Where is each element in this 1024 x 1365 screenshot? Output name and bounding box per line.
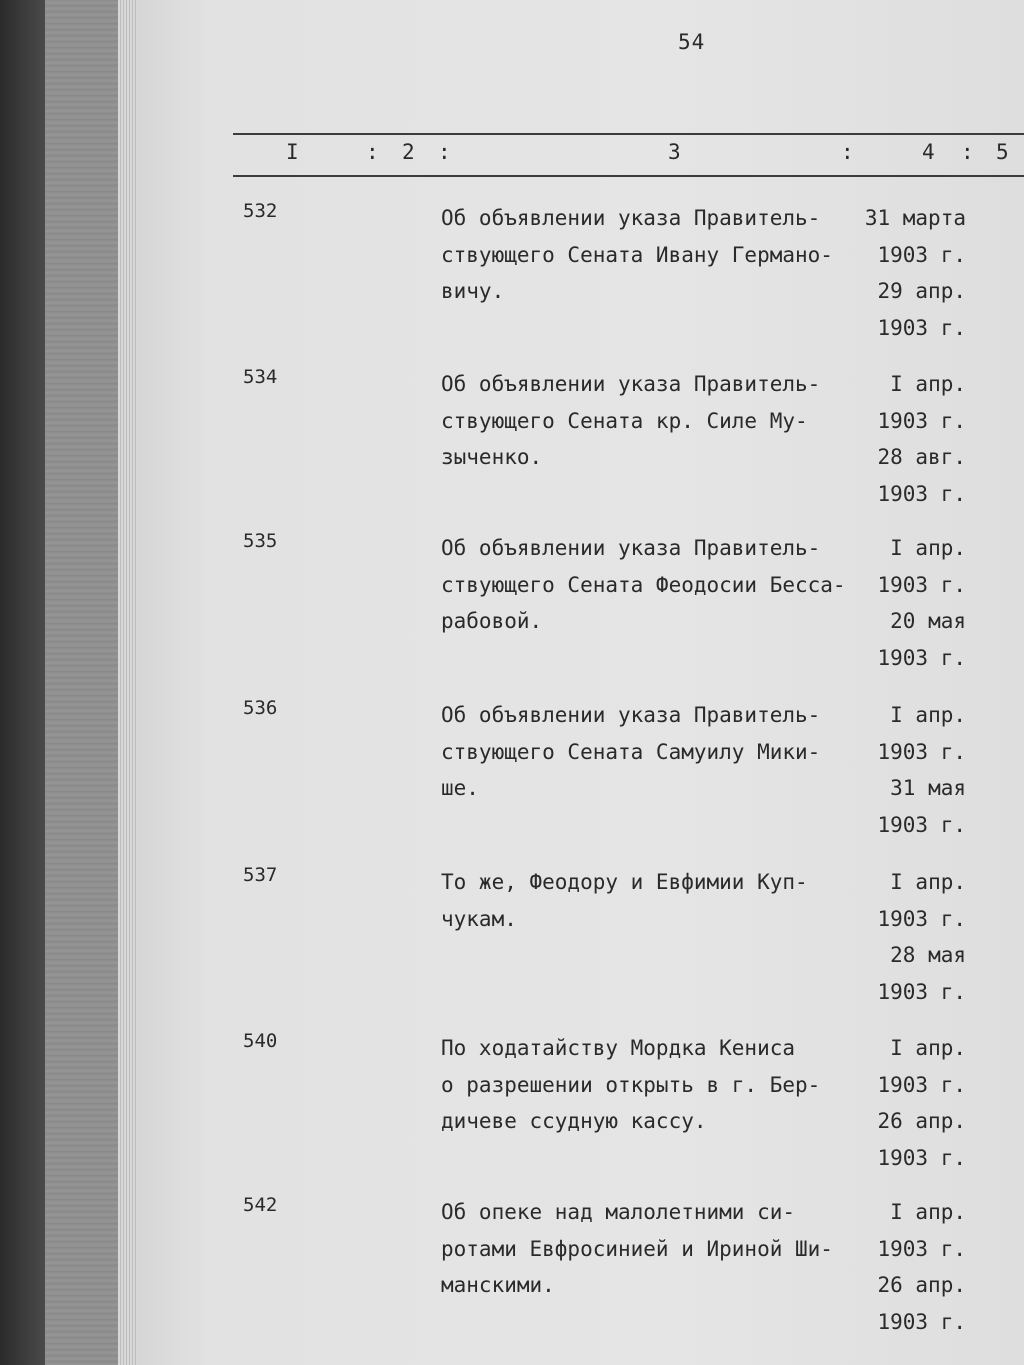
register-entry [138,1030,1024,1200]
entry-number: 542 [243,1194,278,1216]
date-line: 1903 г. [877,812,966,837]
desk-background [0,0,45,1365]
entry-dates [858,200,966,346]
description-line: Об объявлении указа Правитель- [441,536,821,560]
description-line: Об опеке над малолетними си- [441,1200,796,1224]
entry-description [441,864,861,937]
book-binding [45,0,123,1365]
entry-dates [858,1030,966,1176]
table-header-top-rule [233,133,1024,135]
header-separator: : [366,140,379,164]
description-line: ротами Евфросинией и Ириной Ши- [441,1236,833,1261]
header-separator: : [961,140,974,164]
description-line: о разрешении открыть в г. Бер- [441,1072,821,1097]
date-line: 1903 г. [877,572,966,597]
entry-dates [858,1194,966,1340]
register-entry [138,1194,1024,1364]
register-entry [138,366,1024,536]
register-entry [138,200,1024,370]
register-entry [138,697,1024,867]
date-line: 1903 г. [877,739,966,764]
date-line: 1903 г. [877,1236,966,1261]
description-line: вичу. [441,279,505,303]
entry-dates [858,864,966,1010]
description-line: То же, Феодору и Евфимии Куп- [441,870,808,894]
description-line: зыченко. [441,445,543,469]
description-line: ствующего Сената кр. Силе Му- [441,408,808,433]
date-line: 28 авг. [877,445,966,469]
description-line: манскими. [441,1273,555,1297]
entry-description [441,530,861,640]
date-line: I апр. [890,536,966,560]
entry-number: 534 [243,366,278,388]
description-line: ствующего Сената Ивану Германо- [441,242,833,267]
date-line: I апр. [890,372,966,396]
header-col-1: I [286,140,299,164]
date-line: 1903 г. [877,1072,966,1097]
document-page [138,0,1024,1365]
header-separator: : [438,140,451,164]
entry-dates [858,697,966,843]
page-number: 54 [678,30,706,54]
date-line: 26 апр. [877,1273,966,1297]
entry-description [441,697,861,807]
entry-number: 532 [243,200,278,222]
date-line: I апр. [890,1200,966,1224]
date-line: 29 апр. [877,279,966,303]
date-line: 1903 г. [877,1145,966,1170]
date-line: 31 мая [890,776,966,800]
description-line: По ходатайству Мордка Кениса [441,1036,796,1060]
date-line: 26 апр. [877,1109,966,1133]
entry-description [441,1030,861,1140]
entry-number: 536 [243,697,278,719]
date-line: 28 мая [890,943,966,967]
header-separator: : [841,140,854,164]
description-line: рабовой. [441,609,543,633]
date-line: 1903 г. [877,315,966,340]
register-entry [138,530,1024,700]
description-line: Об объявлении указа Правитель- [441,703,821,727]
description-line: ствующего Сената Феодосии Бесса- [441,572,846,597]
date-line: I апр. [890,870,966,894]
date-line: 1903 г. [877,979,966,1004]
header-col-3: 3 [668,140,681,164]
date-line: 1903 г. [877,408,966,433]
description-line: дичеве ссудную кассу. [441,1109,707,1133]
entry-description [441,1194,861,1304]
date-line: 1903 г. [877,1309,966,1334]
entry-dates [858,366,966,512]
date-line: I апр. [890,1036,966,1060]
register-entry [138,864,1024,1034]
date-line: I апр. [890,703,966,727]
date-line: 20 мая [890,609,966,633]
date-line: 1903 г. [877,242,966,267]
table-header-bottom-rule [233,175,1024,177]
description-line: ше. [441,776,479,800]
description-line: Об объявлении указа Правитель- [441,206,821,230]
date-line: 31 марта [864,206,966,230]
entry-number: 535 [243,530,278,552]
page-edges [118,0,140,1365]
date-line: 1903 г. [877,645,966,670]
entry-number: 537 [243,864,278,886]
description-line: чукам. [441,906,517,931]
date-line: 1903 г. [877,481,966,506]
entry-description [441,200,861,310]
header-col-5: 5 [996,140,1009,164]
date-line: 1903 г. [877,906,966,931]
entry-number: 540 [243,1030,278,1052]
entry-description [441,366,861,476]
header-col-2: 2 [402,140,415,164]
description-line: Об объявлении указа Правитель- [441,372,821,396]
description-line: ствующего Сената Самуилу Мики- [441,739,821,764]
entry-dates [858,530,966,676]
header-col-4: 4 [922,140,935,164]
